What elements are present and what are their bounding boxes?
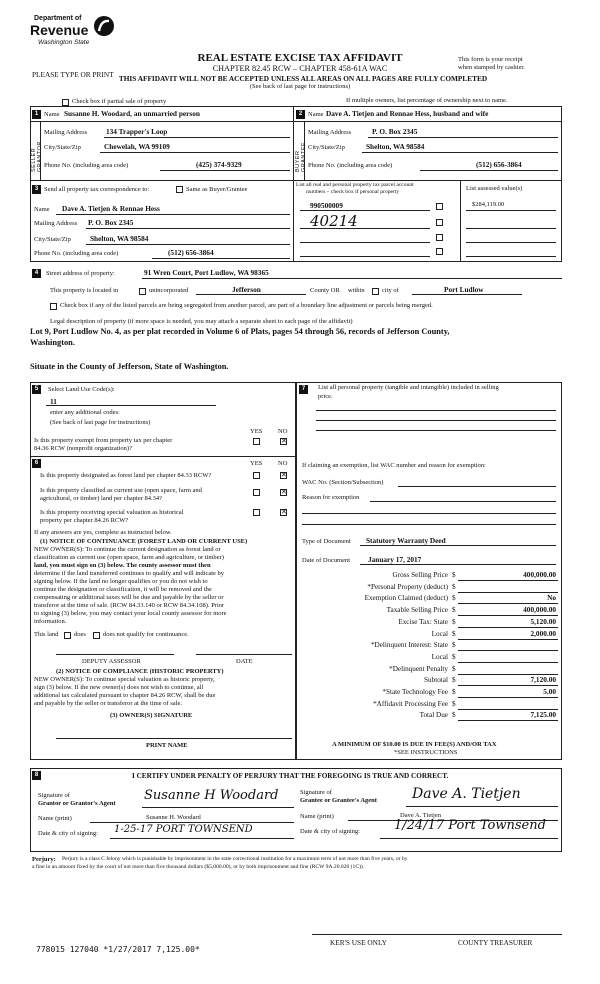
- section5-yes-header: YES: [250, 428, 263, 435]
- seller-phone-label: Phone No. (including area code): [44, 162, 129, 169]
- buyer-city-label: City/State/Zip: [308, 144, 345, 151]
- buyer-city-value[interactable]: Shelton, WA 98584: [366, 142, 425, 151]
- historic-yes-checkbox[interactable]: [253, 509, 260, 516]
- buyer-phone-value[interactable]: (512) 656-3864: [476, 160, 522, 169]
- tax-row-currency: $: [452, 571, 456, 579]
- buyer-name-label: Name: [308, 111, 324, 118]
- seller-phone-value[interactable]: (425) 374-9329: [196, 160, 242, 169]
- same-as-buyer-checkbox[interactable]: [176, 186, 183, 193]
- parcels-header-1: List all real and personal property tax parcel account: [296, 182, 414, 188]
- tax-corr-mailing-value[interactable]: P. O. Box 2345: [88, 218, 134, 227]
- current-use-yes-checkbox[interactable]: [253, 489, 260, 496]
- exempt-no-checkbox[interactable]: ✕: [281, 437, 287, 445]
- parcels-header-2: numbers – check box if personal property: [306, 189, 400, 195]
- tax-row-currency: $: [452, 606, 456, 614]
- historic-question-2: property per chapter 84.26 RCW?: [40, 517, 129, 524]
- notice-compliance-line-1: NEW OWNER(S): To continue special valuation as historic property,: [34, 676, 215, 683]
- notice-continuance-line-10: information.: [34, 618, 67, 625]
- notice-continuance-line-1: NEW OWNER(S): To continue the current designation as forest land or: [34, 546, 221, 553]
- form-warning: THIS AFFIDAVIT WILL NOT BE ACCEPTED UNLESS ALL AREAS ON ALL PAGES ARE FULLY COMPLETED: [118, 74, 488, 83]
- located-in-label: This property is located in: [50, 287, 119, 294]
- grantee-name-print[interactable]: Dave A. Tietjen: [400, 812, 441, 819]
- multiple-owners-note: If multiple owners, list percentage of ownership next to name.: [346, 97, 508, 104]
- within-city-checkbox[interactable]: [372, 288, 379, 295]
- seller-name-label: Name: [44, 111, 60, 118]
- section-8-marker: 8: [32, 771, 41, 780]
- buyer-phone-label: Phone No. (including area code): [308, 162, 393, 169]
- city-value[interactable]: Port Ludlow: [444, 285, 484, 294]
- deputy-date-label: DATE: [236, 658, 253, 665]
- tax-row-label: *Affidavit Processing Fee: [373, 700, 448, 708]
- forest-yes-checkbox[interactable]: [253, 472, 260, 479]
- tax-row-underline: [458, 580, 558, 581]
- same-as-buyer-label: Same as Buyer/Grantee: [186, 186, 248, 193]
- this-land-label: This land: [34, 631, 59, 638]
- parcel-number-1[interactable]: 990500009: [310, 201, 343, 210]
- unincorporated-label: unincorporated: [149, 287, 189, 294]
- tax-row-label: Exemption Claimed (deduct): [364, 594, 448, 602]
- partial-sale-checkbox[interactable]: [62, 99, 69, 106]
- parcel-handwritten: 40214: [310, 212, 358, 230]
- tax-corr-city-label: City/State/Zip: [34, 236, 71, 243]
- current-use-no-checkbox[interactable]: ✕: [281, 488, 287, 496]
- grantor-signature[interactable]: Susanne H Woodard: [144, 788, 279, 803]
- tax-row-value[interactable]: 7,125.00: [530, 710, 556, 719]
- tax-row-underline: [458, 662, 558, 663]
- grantee-signature[interactable]: Dave A. Tietjen: [412, 786, 521, 802]
- personal-property-label-1: List all personal property (tangible and intangible) included in selling: [318, 384, 499, 391]
- county-or-label: County OR: [310, 287, 340, 294]
- legal-description-line-3[interactable]: Situate in the County of Jefferson, State of Washington.: [30, 362, 229, 371]
- historic-question-1: Is this property receiving special valuation as historical: [40, 509, 184, 516]
- notice-continuance-line-5: signing below. If the land no longer qualifies or you do not wish to: [34, 578, 208, 585]
- grantor-sig-label-1: Signature of: [38, 792, 70, 799]
- tax-corr-phone-value[interactable]: (512) 656-3864: [168, 248, 214, 257]
- form-title: REAL ESTATE EXCISE TAX AFFIDAVIT: [197, 52, 403, 64]
- parcel-1-personal-checkbox[interactable]: [436, 203, 443, 210]
- within-label: within: [348, 287, 365, 294]
- legal-description-line-1[interactable]: Lot 9, Port Ludlow No. 4, as per plat recorded in Volume 6 of Plats, pages 54 through 56, records of Jefferson County,: [30, 327, 450, 336]
- notice-compliance-line-4: and payable by the seller or transferor at the time of sale.: [34, 700, 182, 707]
- dor-logo: [30, 14, 120, 54]
- tax-row-value[interactable]: 7,120.00: [530, 675, 556, 684]
- section6-no-header: NO: [278, 460, 288, 467]
- county-treasurer-label: COUNTY TREASURER: [458, 938, 533, 947]
- section-7-marker: 7: [299, 385, 308, 394]
- perjury-text-2: a fine in an amount fixed by the court of not more than five thousand dollars ($5,000.00), or by both imprisonment and fine (RCW 9A.20.020 (1C)).: [32, 864, 365, 870]
- tax-row-currency: $: [452, 665, 456, 673]
- grantee-sig-label-2: Grantee or Grantee's Agent: [300, 797, 377, 804]
- legal-description-label: Legal description of property (if more space is needed, you may attach a separate sheet to each page of the affidavit): [50, 318, 353, 325]
- parcel-3-personal-checkbox[interactable]: [436, 234, 443, 241]
- buyer-name-value[interactable]: Dave A. Tietjen and Rennae Hess, husband and wife: [326, 109, 489, 118]
- exempt-yes-checkbox[interactable]: [253, 438, 260, 445]
- form-subtitle: CHAPTER 82.45 RCW – CHAPTER 458-61A WAC: [212, 64, 388, 73]
- seller-name-value[interactable]: Susanne H. Woodard, an unmarried person: [64, 109, 200, 118]
- notice-continuance-line-7: compensating or additional taxes will be due and payable by the seller or: [34, 594, 224, 601]
- receipt-note-1: This form is your receipt: [458, 56, 523, 63]
- personal-property-label-2: price.: [318, 393, 333, 400]
- exempt-question-2: 84.36 RCW (nonprofit organization)?: [34, 445, 132, 452]
- tax-corr-label: Send all property tax correspondence to:: [44, 186, 150, 193]
- notice-continuance-line-2: classification as current use (open space, farm and agriculture, or timber): [34, 554, 224, 561]
- section6-yes-header: YES: [250, 460, 263, 467]
- section-8-block: [30, 768, 562, 852]
- notice-continuance-line-3: land, you must sign on (3) below. The county assessor must then: [34, 562, 211, 569]
- section-1-marker: 1: [32, 110, 41, 119]
- section5-no-header: NO: [278, 428, 288, 435]
- form-see-back: (See back of last page for instructions): [249, 83, 351, 90]
- current-use-question-2: agricultural, or timber) land per chapter 84.34?: [40, 495, 163, 502]
- section-2-marker: 2: [296, 110, 305, 119]
- tax-row-currency: $: [452, 630, 456, 638]
- notice-continuance-line-6: continue the designation or classification, it will be removed and the: [34, 586, 212, 593]
- tax-row-value[interactable]: 400,000.00: [523, 570, 556, 579]
- tax-row-underline: [458, 627, 558, 628]
- historic-no-checkbox[interactable]: ✕: [281, 508, 287, 516]
- does-not-qualify-checkbox[interactable]: [93, 632, 100, 639]
- doc-type-value[interactable]: Statutory Warranty Deed: [366, 536, 446, 545]
- tax-row-currency: $: [452, 618, 456, 626]
- exemption-claim-label: If claiming an exemption, list WAC number and reason for exemption:: [302, 462, 486, 469]
- unincorporated-checkbox[interactable]: [139, 288, 146, 295]
- section5-see-back: (See back of last page for instructions): [50, 419, 151, 426]
- doc-date-value[interactable]: January 17, 2017: [368, 555, 422, 564]
- grantee-name-print-label: Name (print): [300, 813, 334, 820]
- tax-row-label: Total Due: [419, 711, 448, 719]
- print-name-label: PRINT NAME: [146, 742, 188, 749]
- tax-row-label: *Personal Property (deduct): [367, 583, 448, 591]
- buyer-mailing-label: Mailing Address: [308, 129, 352, 136]
- additional-codes-label: enter any additional codes:: [50, 409, 120, 416]
- section-6-marker: 6: [32, 459, 41, 468]
- tax-row-underline: [458, 720, 558, 721]
- tax-corr-name-label: Name: [34, 206, 50, 213]
- street-address-label: Street address of property:: [46, 270, 115, 277]
- tax-row-value[interactable]: No: [547, 593, 556, 602]
- tax-row-label: *State Technology Fee: [382, 688, 448, 696]
- tax-row-label: Taxable Selling Price: [386, 606, 448, 614]
- tax-row-currency: $: [452, 700, 456, 708]
- notice-compliance-line-2: sign (3) below. If the new owner(s) does not wish to continue, all: [34, 684, 204, 691]
- grantee-date-city[interactable]: 1/24/17 Port Townsend: [394, 818, 546, 833]
- forest-no-checkbox[interactable]: ✕: [281, 471, 287, 479]
- partial-sale-label: Check box if partial sale of property: [72, 98, 167, 105]
- seller-city-value[interactable]: Chewelah, WA 99109: [104, 142, 170, 151]
- seller-city-label: City/State/Zip: [44, 144, 81, 151]
- legal-description-line-2[interactable]: Washington.: [30, 338, 75, 347]
- notice-continuance-line-9: to signing (3) below, you may contact your local county assessor for more: [34, 610, 227, 617]
- notice-continuance-line-4: determine if the land transferred continues to qualify and will indicate by: [34, 570, 225, 577]
- tax-corr-name-value[interactable]: Dave A. Tietjen & Rennae Hess: [62, 204, 160, 213]
- tax-row-currency: $: [452, 676, 456, 684]
- tax-row-label: *Delinquent Interest: State: [370, 641, 448, 649]
- tax-row-value[interactable]: 5.00: [543, 687, 556, 696]
- notice-continuance-title: (1) NOTICE OF CONTINUANCE (FOREST LAND OR CURRENT USE): [40, 538, 248, 545]
- exempt-question-1: Is this property exempt from property tax per chapter: [34, 437, 173, 444]
- seller-mailing-label: Mailing Address: [44, 129, 88, 136]
- notice-compliance-title: (2) NOTICE OF COMPLIANCE (HISTORIC PROPERTY): [56, 668, 224, 675]
- grantor-name-print[interactable]: Susanne H. Woodard: [146, 814, 201, 821]
- land-use-code-value[interactable]: 11: [50, 397, 57, 406]
- grantee-sig-label-1: Signature of: [300, 789, 332, 796]
- tax-corr-mailing-label: Mailing Address: [34, 220, 78, 227]
- tax-row-currency: $: [452, 711, 456, 719]
- does-qualify-checkbox[interactable]: [64, 632, 71, 639]
- revenue-logo-icon: [92, 14, 116, 38]
- tax-row-currency: $: [452, 688, 456, 696]
- section-4-marker: 4: [32, 269, 41, 278]
- tax-row-value[interactable]: 2,000.00: [530, 629, 556, 638]
- grantor-name-print-label: Name (print): [38, 815, 72, 822]
- current-use-question-1: Is this property classified as current use (open space, farm and: [40, 487, 202, 494]
- tax-row-currency: $: [452, 594, 456, 602]
- tax-row-value[interactable]: 400,000.00: [523, 605, 556, 614]
- tax-row-underline: [458, 639, 558, 640]
- tax-corr-city-value[interactable]: Shelton, WA 98584: [90, 234, 149, 243]
- notice-continuance-line-8: transferor at the time of sale. (RCW 84.33.140 or RCW 84.34.108). Prior: [34, 602, 225, 609]
- tax-row-underline: [458, 603, 558, 604]
- minimum-fee-note: A MINIMUM OF $10.00 IS DUE IN FEE(S) AND/OR TAX: [332, 741, 497, 748]
- doc-type-label: Type of Document: [302, 538, 351, 545]
- does-not-label: does not qualify for continuance.: [103, 631, 189, 638]
- please-type-note: PLEASE TYPE OR PRINT: [32, 70, 114, 79]
- does-label: does: [74, 631, 86, 638]
- certify-statement: I CERTIFY UNDER PENALTY OF PERJURY THAT THE FOREGOING IS TRUE AND CORRECT.: [132, 772, 449, 780]
- owner-signature-label: (3) OWNER(S) SIGNATURE: [110, 712, 193, 719]
- tax-row-label: Subtotal: [424, 676, 448, 684]
- tax-corr-phone-label: Phone No. (including area code): [34, 250, 119, 257]
- seller-grantor-side-label: SELLER GRANTOR: [31, 141, 43, 172]
- exemption-reason-label: Reason for exemption: [302, 494, 360, 501]
- tax-row-currency: $: [452, 653, 456, 661]
- buyer-mailing-value[interactable]: P. O. Box 2345: [372, 127, 418, 136]
- doc-date-label: Date of Document: [302, 557, 351, 564]
- logo-department: Department of: [34, 15, 82, 22]
- assessed-value-1[interactable]: $284,119.00: [472, 201, 505, 208]
- perjury-label: Perjury:: [32, 856, 56, 863]
- perjury-text-1: Perjury is a class C felony which is punishable by imprisonment in the state correctional institution for a maximum term of not more than five years, or by: [62, 856, 408, 862]
- tax-row-label: *Delinquent Penalty: [389, 665, 448, 673]
- deputy-assessor-label: DEPUTY ASSESSOR: [82, 658, 141, 665]
- cashier-stamp: 778015 127040 *1/27/2017 7,125.00*: [36, 945, 200, 954]
- seller-mailing-value[interactable]: 134 Trapper's Loop: [106, 127, 168, 136]
- forest-land-question: Is this property designated as forest land per chapter 84.33 RCW?: [40, 472, 212, 479]
- county-value[interactable]: Jefferson: [232, 285, 261, 294]
- section-5-marker: 5: [32, 385, 41, 394]
- grantee-date-city-label: Date & city of signing:: [300, 828, 360, 835]
- tax-row-currency: $: [452, 641, 456, 649]
- wac-number-label: WAC No. (Section/Subsection): [302, 479, 384, 486]
- parcel-4-personal-checkbox[interactable]: [436, 248, 443, 255]
- buyer-grantee-side-label: BUYER GRANTEE: [295, 141, 307, 172]
- users-only-label: KER'S USE ONLY: [330, 938, 387, 947]
- tax-row-label: Local: [431, 653, 448, 661]
- assessed-value-header: List assessed value(s): [466, 185, 523, 192]
- tax-row-underline: [458, 615, 558, 616]
- logo-state: Washington State: [38, 39, 90, 46]
- segregated-label: Check box if any of the listed parcels are being segregated from another parcel, are part of a boundary line adjustment or parcels being merged.: [60, 302, 433, 309]
- see-instructions-note: *SEE INSTRUCTIONS: [394, 749, 458, 756]
- logo-revenue: Revenue: [30, 22, 89, 38]
- tax-row-underline: [458, 650, 558, 651]
- segregated-checkbox[interactable]: [50, 303, 57, 310]
- grantor-date-city[interactable]: 1-25-17 PORT TOWNSEND: [114, 824, 253, 835]
- grantor-date-city-label: Date & city of signing:: [38, 830, 98, 837]
- city-of-label: city of: [382, 287, 399, 294]
- section-3-marker: 3: [32, 185, 41, 194]
- tax-row-value[interactable]: 5,120.00: [530, 617, 556, 626]
- notice-compliance-line-3: additional tax calculated pursuant to chapter 84.26 RCW, shall be due: [34, 692, 216, 699]
- tax-row-label: Local: [431, 630, 448, 638]
- receipt-note-2: when stamped by cashier.: [458, 64, 525, 71]
- parcel-2-personal-checkbox[interactable]: [436, 219, 443, 226]
- tax-row-underline: [458, 685, 558, 686]
- street-address-value[interactable]: 91 Wren Court, Port Ludlow, WA 98365: [144, 268, 269, 277]
- tax-row-label: Excise Tax: State: [398, 618, 448, 626]
- tax-row-currency: $: [452, 583, 456, 591]
- tax-row-label: Gross Selling Price: [392, 571, 448, 579]
- if-yes-instruction: If any answers are yes, complete as instructed below.: [34, 529, 172, 536]
- land-use-code-label: Select Land Use Code(s):: [48, 386, 115, 393]
- tax-row-underline: [458, 697, 558, 698]
- grantor-sig-label-2: Grantor or Grantor's Agent: [38, 800, 116, 807]
